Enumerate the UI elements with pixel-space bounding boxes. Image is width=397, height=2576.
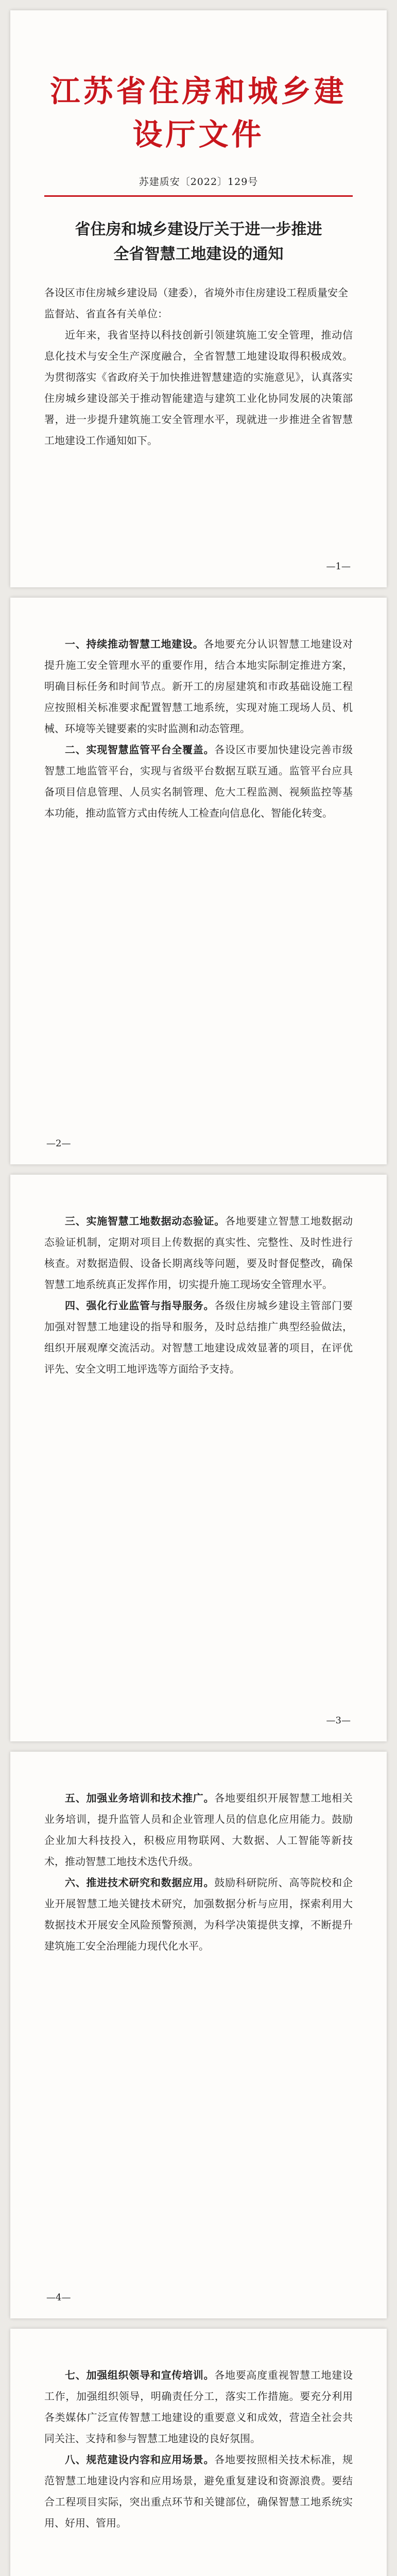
section-4-heading: 四、强化行业监管与指导服务。 [65,1299,215,1312]
document-page-5 [10,2329,387,2576]
section-2-text: 各设区市要加快建设完善市级智慧工地监管平台，实现与省级平台数据互联互通。监管平台应具备项目信息管理、人员实名制管理、危大工程监测、视频监控等基本功能，推动监管方式由传统人工检查向信息化、智能化转变。 [44,743,353,819]
section-1-text: 各地要充分认识智慧工地建设对提升施工安全管理水平的重要作用，结合本地实际制定推进方案，明确目标任务和时间节点。新开工的房屋建筑和市政基础设施工程应按照相关标准要求配置智慧工地系统，实现对施工现场人员、机械、环境等关键要素的实时监测和动态管理。 [44,638,353,735]
section-1 [44,634,353,739]
section-1-heading: 一、持续推动智慧工地建设。 [65,638,204,650]
section-4-text: 各级住房城乡建设主管部门要加强对智慧工地建设的指导和服务，及时总结推广典型经验做法，组织开展观摩交流活动。对智慧工地建设成效显著的项目，在评优评先、安全文明工地评选等方面给予支持。 [44,1299,353,1375]
red-separator-line [44,195,353,197]
section-8-text: 各地要按照相关技术标准，规范智慧工地建设内容和应用场景，避免重复建设和资源浪费。要结合工程项目实际，突出重点环节和关键部位，确保智慧工地系统实用、好用、管用。 [44,2453,353,2529]
section-3 [44,1211,353,1295]
page-number: —2— [46,1138,71,1149]
document-number: 苏建质安〔2022〕129号 [139,176,258,188]
addressee: 各设区市住房城乡建设局（建委），省境外市住房建设工程质量安全监督站、省直各有关单位： [44,286,348,320]
section-6-heading: 六、推进技术研究和数据应用。 [65,1876,215,1889]
section-5 [44,1788,353,1872]
title-line-2: 全省智慧工地建设的通知 [113,245,284,263]
document-page-2 [10,598,387,1164]
intro-paragraph: 近年来，我省坚持以科技创新引领建筑施工安全管理，推动信息化技术与安全生产深度融合，全省智慧工地建设取得积极成效。为贯彻落实《省政府关于加快推进智慧建造的实施意见》，认真落实住房城乡建设部关于推动智能建造与建筑工业化协同发展的决策部署，进一步提升建筑施工安全管理水平，现就进一步推进全省智慧工地建设工作通知如下。 [44,329,353,447]
issuing-authority-header: 江苏省住房和城乡建设厅文件 [50,74,347,152]
section-6-text: 鼓励科研院所、高等院校和企业开展智慧工地关键技术研究，加强数据分析与应用，探索利用大数据技术开展安全风险预警预测，为科学决策提供支撑，不断提升建筑施工安全治理能力现代化水平。 [44,1876,353,1952]
page-number: —4— [46,2292,71,2303]
document-page-4 [10,1752,387,2318]
document-page-3 [10,1175,387,1741]
section-7-text: 各地要高度重视智慧工地建设工作，加强组织领导，明确责任分工，落实工作措施。要充分利用各类媒体广泛宣传智慧工地建设的重要意义和成效，营造全社会共同关注、支持和参与智慧工地建设的良好氛围。 [44,2369,353,2445]
section-4 [44,1295,353,1380]
section-8 [44,2449,353,2534]
section-5-heading: 五、加强业务培训和技术推广。 [65,1792,215,1804]
section-2-heading: 二、实现智慧监管平台全覆盖。 [65,743,215,756]
section-5-text: 各地要组织开展智慧工地相关业务培训，提升监管人员和企业管理人员的信息化应用能力。鼓励企业加大科技投入，积极应用物联网、大数据、人工智能等新技术，推动智慧工地技术迭代升级。 [44,1792,353,1868]
section-2 [44,739,353,824]
section-3-heading: 三、实施智慧工地数据动态验证。 [65,1215,225,1227]
page-number: —3— [326,1715,351,1726]
section-7-heading: 七、加强组织领导和宣传培训。 [65,2369,215,2381]
document-title [44,217,353,267]
section-3-text: 各地要建立智慧工地数据动态验证机制，定期对项目上传数据的真实性、完整性、及时性进行核查。对数据造假、设备长期离线等问题，要及时督促整改，确保智慧工地系统真正发挥作用，切实提升施工现场安全管理水平。 [44,1215,353,1291]
document-page-1 [10,10,387,587]
section-6 [44,1872,353,1957]
title-line-1: 省住房和城乡建设厅关于进一步推进 [75,221,322,239]
page-number: —1— [326,561,351,572]
section-8-heading: 八、规范建设内容和应用场景。 [65,2453,215,2466]
section-7 [44,2365,353,2449]
